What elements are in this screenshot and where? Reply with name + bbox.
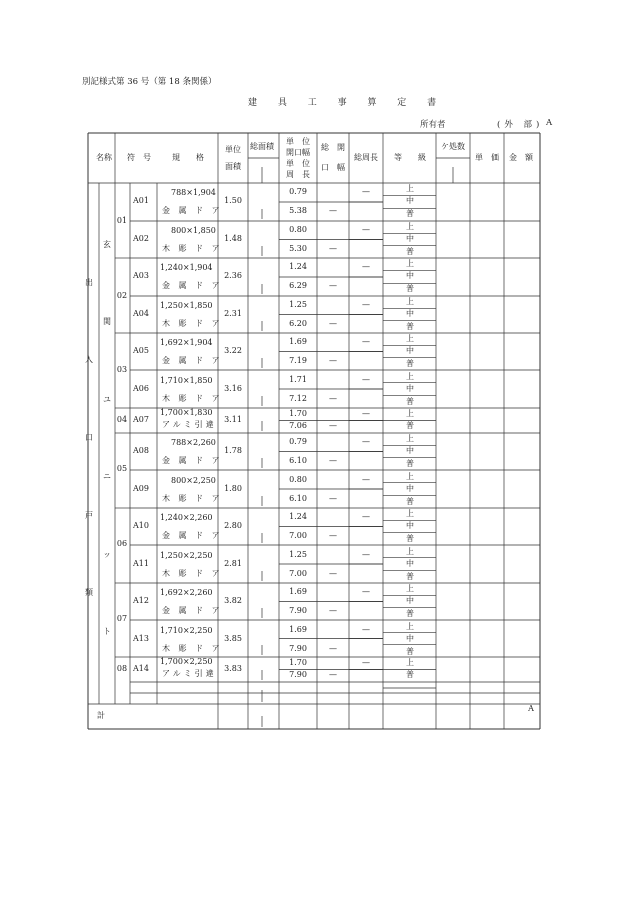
subcategory-char: ニ bbox=[103, 472, 111, 481]
row-unit-opening: 0.79 bbox=[289, 437, 307, 446]
group-number: 02 bbox=[116, 291, 128, 300]
dash-mark: — bbox=[362, 375, 370, 384]
subcategory-char: 関 bbox=[103, 317, 111, 326]
row-unit-opening: 1.70 bbox=[289, 409, 307, 418]
row-door-type: 木 彫 ド ア bbox=[162, 569, 223, 578]
row-size: 1,240×2,260 bbox=[160, 513, 213, 522]
row-code: A03 bbox=[133, 271, 149, 280]
row-door-type: アルミ引違 bbox=[162, 669, 217, 678]
dash-mark: — bbox=[362, 300, 370, 309]
grade-mark: 中 bbox=[406, 559, 414, 568]
row-unit-opening: 1.25 bbox=[289, 550, 307, 559]
header-symbol: 符 号 bbox=[127, 153, 151, 162]
row-code: A12 bbox=[133, 596, 149, 605]
dash-mark: — bbox=[329, 644, 337, 653]
dash-mark: — bbox=[362, 409, 370, 418]
row-unit-perimeter: 7.90 bbox=[289, 670, 307, 679]
grade-mark: 上 bbox=[406, 222, 414, 231]
group-number: 01 bbox=[116, 216, 128, 225]
row-unit-area: 2.31 bbox=[224, 309, 242, 318]
grade-mark: 普 bbox=[406, 359, 414, 368]
row-unit-perimeter: 5.38 bbox=[289, 206, 307, 215]
grade-mark: 上 bbox=[406, 622, 414, 631]
row-code: A04 bbox=[133, 309, 149, 318]
row-door-type: 木 彫 ド ア bbox=[162, 319, 223, 328]
grade-mark: 中 bbox=[406, 596, 414, 605]
grade-mark: 普 bbox=[406, 209, 414, 218]
row-code: A08 bbox=[133, 446, 149, 455]
category-char: 戸 bbox=[85, 511, 93, 520]
subcategory-char: ト bbox=[103, 627, 111, 636]
grade-mark: 普 bbox=[406, 670, 414, 679]
grade-mark: 普 bbox=[406, 284, 414, 293]
grade-mark: 中 bbox=[406, 346, 414, 355]
row-unit-opening: 0.80 bbox=[289, 475, 307, 484]
row-size: 1,250×1,850 bbox=[160, 301, 213, 310]
dash-mark: — bbox=[362, 587, 370, 596]
grade-mark: 普 bbox=[406, 459, 414, 468]
grade-mark: 普 bbox=[406, 397, 414, 406]
grade-mark: 中 bbox=[406, 234, 414, 243]
row-unit-area: 1.78 bbox=[224, 446, 242, 455]
row-size: 1,700×1,830 bbox=[160, 408, 213, 417]
row-unit-area: 3.11 bbox=[224, 415, 242, 424]
dash-mark: — bbox=[362, 262, 370, 271]
grade-mark: 上 bbox=[406, 509, 414, 518]
row-code: A05 bbox=[133, 346, 149, 355]
row-unit-opening: 1.70 bbox=[289, 658, 307, 667]
group-number: 03 bbox=[116, 365, 128, 374]
row-unit-perimeter: 7.00 bbox=[289, 569, 307, 578]
row-size: 788×2,260 bbox=[171, 438, 216, 447]
grade-mark: 普 bbox=[406, 322, 414, 331]
header-unit-area-2: 面積 bbox=[225, 162, 241, 171]
dash-mark: — bbox=[329, 281, 337, 290]
header-total-open-1: 総 開 bbox=[321, 143, 345, 152]
row-unit-area: 2.81 bbox=[224, 559, 242, 568]
grade-mark: 上 bbox=[406, 434, 414, 443]
row-unit-area: 1.48 bbox=[224, 234, 242, 243]
row-unit-perimeter: 6.29 bbox=[289, 281, 307, 290]
row-unit-area: 3.83 bbox=[224, 664, 242, 673]
row-unit-area: 1.80 bbox=[224, 484, 242, 493]
grade-mark: 中 bbox=[406, 446, 414, 455]
dash-mark: — bbox=[329, 356, 337, 365]
category-char: 口 bbox=[85, 433, 93, 442]
row-unit-opening: 1.69 bbox=[289, 625, 307, 634]
dash-mark: — bbox=[329, 421, 337, 430]
dash-mark: — bbox=[329, 606, 337, 615]
grade-mark: 中 bbox=[406, 634, 414, 643]
row-unit-opening: 1.25 bbox=[289, 300, 307, 309]
row-code: A02 bbox=[133, 234, 149, 243]
row-unit-perimeter: 7.06 bbox=[289, 421, 307, 430]
subcategory-char: ユ bbox=[103, 395, 111, 404]
subcategory-char: 玄 bbox=[103, 240, 111, 249]
row-size: 800×1,850 bbox=[171, 226, 216, 235]
row-unit-perimeter: 6.10 bbox=[289, 456, 307, 465]
header-unit-open-3: 単 位 bbox=[286, 159, 310, 168]
row-unit-area: 2.80 bbox=[224, 521, 242, 530]
row-code: A14 bbox=[133, 664, 149, 673]
dash-mark: — bbox=[329, 670, 337, 679]
grade-mark: 上 bbox=[406, 658, 414, 667]
row-code: A09 bbox=[133, 484, 149, 493]
row-door-type: 金 属 ド ア bbox=[162, 456, 223, 465]
grade-mark: 上 bbox=[406, 409, 414, 418]
header-unit-open-1: 単 位 bbox=[286, 137, 310, 146]
grade-mark: 上 bbox=[406, 472, 414, 481]
header-spec: 規 格 bbox=[172, 153, 204, 162]
row-unit-area: 2.36 bbox=[224, 271, 242, 280]
group-number: 04 bbox=[116, 415, 128, 424]
form-number-label: 別記様式第 36 号（第 18 条関係） bbox=[82, 77, 217, 87]
header-amount: 金 額 bbox=[509, 153, 533, 162]
dash-mark: — bbox=[329, 494, 337, 503]
group-number: 08 bbox=[116, 664, 128, 673]
dash-mark: — bbox=[362, 512, 370, 521]
row-unit-area: 3.85 bbox=[224, 634, 242, 643]
grade-mark: 中 bbox=[406, 484, 414, 493]
header-total-perimeter: 総周長 bbox=[354, 153, 378, 162]
row-unit-opening: 1.71 bbox=[289, 375, 307, 384]
grade-mark: 上 bbox=[406, 372, 414, 381]
group-number: 06 bbox=[116, 539, 128, 548]
grade-mark: 上 bbox=[406, 184, 414, 193]
grade-mark: 上 bbox=[406, 584, 414, 593]
row-code: A07 bbox=[133, 415, 149, 424]
category-char: 入 bbox=[85, 355, 93, 364]
dash-mark: — bbox=[362, 437, 370, 446]
grade-mark: 中 bbox=[406, 271, 414, 280]
row-door-type: 木 彫 ド ア bbox=[162, 244, 223, 253]
row-door-type: 金 属 ド ア bbox=[162, 356, 223, 365]
document-title: 建 具 工 事 算 定 書 bbox=[248, 98, 446, 108]
row-door-type: 金 属 ド ア bbox=[162, 206, 223, 215]
header-unit-price: 単 価 bbox=[475, 153, 499, 162]
header-ke-count: ケ処数 bbox=[441, 142, 465, 151]
total-code: A bbox=[528, 704, 534, 713]
dash-mark: — bbox=[362, 475, 370, 484]
dash-mark: — bbox=[329, 244, 337, 253]
grade-mark: 中 bbox=[406, 521, 414, 530]
row-unit-opening: 0.79 bbox=[289, 187, 307, 196]
dash-mark: — bbox=[329, 531, 337, 540]
header-unit-area-1: 単位 bbox=[225, 145, 241, 154]
row-unit-perimeter: 7.90 bbox=[289, 606, 307, 615]
row-unit-perimeter: 6.10 bbox=[289, 494, 307, 503]
grade-mark: 中 bbox=[406, 384, 414, 393]
header-unit-open-2: 開口幅 bbox=[286, 148, 310, 157]
grade-mark: 普 bbox=[406, 497, 414, 506]
header-name: 名称 bbox=[96, 153, 112, 162]
row-unit-perimeter: 6.20 bbox=[289, 319, 307, 328]
row-door-type: アルミ引違 bbox=[162, 420, 217, 429]
row-unit-perimeter: 7.90 bbox=[289, 644, 307, 653]
dash-mark: — bbox=[329, 569, 337, 578]
total-label: 計 bbox=[97, 711, 105, 720]
row-unit-opening: 1.69 bbox=[289, 587, 307, 596]
dash-mark: — bbox=[362, 187, 370, 196]
grade-mark: 普 bbox=[406, 247, 414, 256]
row-size: 1,692×2,260 bbox=[160, 588, 213, 597]
grade-mark: 普 bbox=[406, 647, 414, 656]
row-size: 1,692×1,904 bbox=[160, 338, 213, 347]
header-unit-open-4: 周 長 bbox=[286, 170, 310, 179]
owner-department: (外 部) bbox=[497, 120, 544, 130]
dash-mark: — bbox=[362, 337, 370, 346]
grade-mark: 上 bbox=[406, 334, 414, 343]
owner-code: A bbox=[546, 118, 553, 128]
grade-mark: 普 bbox=[406, 572, 414, 581]
group-number: 05 bbox=[116, 464, 128, 473]
row-size: 1,240×1,904 bbox=[160, 263, 213, 272]
category-char: 出 bbox=[85, 278, 93, 287]
dash-mark: — bbox=[329, 394, 337, 403]
row-unit-opening: 1.24 bbox=[289, 262, 307, 271]
row-unit-perimeter: 5.30 bbox=[289, 244, 307, 253]
row-unit-opening: 1.24 bbox=[289, 512, 307, 521]
grade-mark: 普 bbox=[406, 609, 414, 618]
row-door-type: 金 属 ド ア bbox=[162, 281, 223, 290]
row-size: 800×2,250 bbox=[171, 476, 216, 485]
row-door-type: 金 属 ド ア bbox=[162, 606, 223, 615]
grade-mark: 中 bbox=[406, 309, 414, 318]
row-door-type: 木 彫 ド ア bbox=[162, 494, 223, 503]
grade-mark: 上 bbox=[406, 547, 414, 556]
row-unit-area: 3.16 bbox=[224, 384, 242, 393]
grade-mark: 普 bbox=[406, 534, 414, 543]
dash-mark: — bbox=[329, 206, 337, 215]
row-code: A11 bbox=[133, 559, 149, 568]
grade-mark: 上 bbox=[406, 297, 414, 306]
row-code: A13 bbox=[133, 634, 149, 643]
row-size: 1,710×1,850 bbox=[160, 376, 213, 385]
row-unit-opening: 1.69 bbox=[289, 337, 307, 346]
header-total-open-2: 口 幅 bbox=[321, 163, 345, 172]
subcategory-char: ッ bbox=[103, 550, 111, 559]
group-number: 07 bbox=[116, 614, 128, 623]
category-char: 類 bbox=[85, 588, 93, 597]
row-size: 1,700×2,250 bbox=[160, 657, 213, 666]
owner-label: 所有者 bbox=[420, 120, 446, 130]
row-size: 788×1,904 bbox=[171, 188, 216, 197]
row-code: A06 bbox=[133, 384, 149, 393]
header-grade: 等 級 bbox=[394, 153, 426, 162]
row-code: A10 bbox=[133, 521, 149, 530]
grade-mark: 上 bbox=[406, 259, 414, 268]
row-code: A01 bbox=[133, 196, 149, 205]
header-total-area: 総面積 bbox=[250, 142, 274, 151]
row-door-type: 木 彫 ド ア bbox=[162, 644, 223, 653]
row-unit-opening: 0.80 bbox=[289, 225, 307, 234]
row-unit-perimeter: 7.12 bbox=[289, 394, 307, 403]
row-unit-perimeter: 7.19 bbox=[289, 356, 307, 365]
row-size: 1,250×2,250 bbox=[160, 551, 213, 560]
dash-mark: — bbox=[329, 456, 337, 465]
grade-mark: 普 bbox=[406, 421, 414, 430]
row-size: 1,710×2,250 bbox=[160, 626, 213, 635]
dash-mark: — bbox=[329, 319, 337, 328]
row-unit-area: 1.50 bbox=[224, 196, 242, 205]
dash-mark: — bbox=[362, 550, 370, 559]
dash-mark: — bbox=[362, 625, 370, 634]
row-unit-perimeter: 7.00 bbox=[289, 531, 307, 540]
dash-mark: — bbox=[362, 225, 370, 234]
row-unit-area: 3.82 bbox=[224, 596, 242, 605]
grade-mark: 中 bbox=[406, 196, 414, 205]
row-door-type: 木 彫 ド ア bbox=[162, 394, 223, 403]
dash-mark: — bbox=[362, 658, 370, 667]
row-door-type: 金 属 ド ア bbox=[162, 531, 223, 540]
row-unit-area: 3.22 bbox=[224, 346, 242, 355]
